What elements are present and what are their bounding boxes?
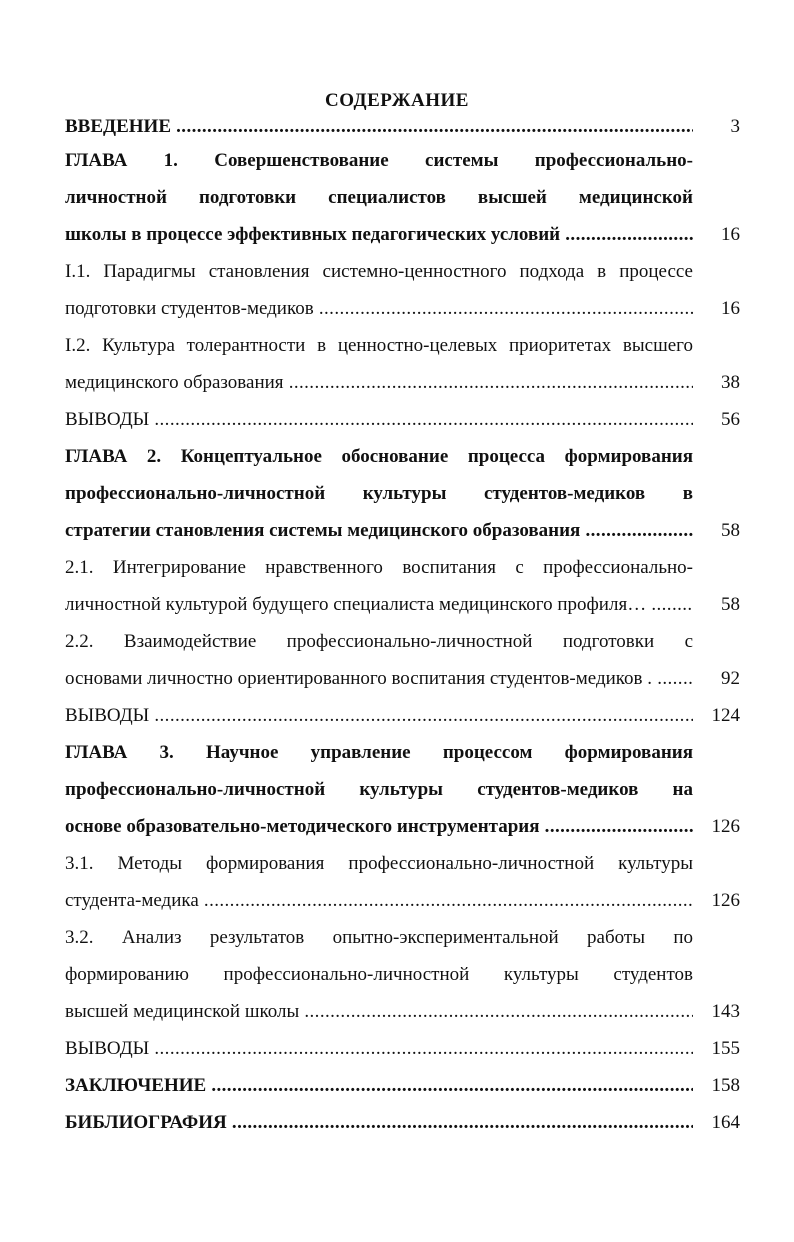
toc-entry-text: ГЛАВА 1. Совершенствование системы профессионально- bbox=[65, 150, 693, 171]
toc-entry bbox=[65, 438, 740, 549]
toc-entry-title-line bbox=[65, 734, 693, 771]
toc-page-number: 92 bbox=[721, 668, 740, 689]
toc-entry-text: ВЫВОДЫ ..... bbox=[65, 1038, 693, 1059]
toc-entry-title-line bbox=[65, 253, 693, 290]
toc-entry-title-line bbox=[65, 142, 693, 179]
toc-page-number: 158 bbox=[711, 1075, 740, 1096]
toc-entry-text: 3.1. Методы формирования профессионально-личностной культуры bbox=[65, 853, 693, 874]
toc-entry-text: личностной подготовки специалистов высшей медицинской bbox=[65, 187, 693, 208]
toc-entry bbox=[65, 549, 740, 623]
toc-entry bbox=[65, 1030, 740, 1067]
toc-page-number: 164 bbox=[711, 1112, 740, 1133]
toc-entry-text: ВВЕДЕНИЕ ..... bbox=[65, 116, 693, 137]
toc-entry-text: 3.2. Анализ результатов опытно-экспериментальной работы по bbox=[65, 927, 693, 948]
toc-entry-text: студента-медика ..... bbox=[65, 890, 693, 911]
toc-entry-title-last-line bbox=[65, 112, 693, 142]
toc-entry-title-line bbox=[65, 438, 693, 475]
toc-entry-title-line bbox=[65, 623, 693, 660]
toc-entry-text: личностной культурой будущего специалиста медицинского профиля… ..... bbox=[65, 594, 693, 615]
toc-entry-text: высшей медицинской школы ..... bbox=[65, 1001, 693, 1022]
toc-entry-title-last-line bbox=[65, 586, 693, 623]
toc-entry-title-last-line bbox=[65, 808, 693, 845]
toc-entry-text: формированию профессионально-личностной культуры студентов bbox=[65, 964, 693, 985]
toc-entry-text: подготовки студентов-медиков ..... bbox=[65, 298, 693, 319]
toc-entry-text: I.1. Парадигмы становления системно-ценностного подхода в процессе bbox=[65, 261, 693, 282]
toc-page-number: 126 bbox=[711, 890, 740, 911]
toc-entry-title-last-line bbox=[65, 993, 693, 1030]
toc-page-number: 56 bbox=[721, 409, 740, 430]
toc-entry-text: ВЫВОДЫ ..... bbox=[65, 705, 693, 726]
toc-entry-title-line bbox=[65, 845, 693, 882]
toc-entry bbox=[65, 112, 740, 142]
toc-entry-text: I.2. Культура толерантности в ценностно-целевых приоритетах высшего bbox=[65, 335, 693, 356]
toc-entry-title-line bbox=[65, 956, 693, 993]
toc-entry-title-last-line bbox=[65, 290, 693, 327]
toc-entry-text: 2.2. Взаимодействие профессионально-личностной подготовки с bbox=[65, 631, 693, 652]
toc-entry-text: основе образовательно-методического инструментария ..... bbox=[65, 816, 693, 837]
table-of-contents bbox=[65, 112, 740, 1141]
toc-entry bbox=[65, 253, 740, 327]
toc-entry-text: школы в процессе эффективных педагогических условий ..... bbox=[65, 224, 693, 245]
toc-entry-text: профессионально-личностной культуры студентов-медиков на bbox=[65, 779, 693, 800]
toc-page-number: 58 bbox=[721, 594, 740, 615]
toc-entry bbox=[65, 845, 740, 919]
toc-entry-text: ВЫВОДЫ ..... bbox=[65, 409, 693, 430]
toc-entry bbox=[65, 697, 740, 734]
toc-entry-title-line bbox=[65, 327, 693, 364]
toc-entry-title-last-line bbox=[65, 882, 693, 919]
toc-entry bbox=[65, 1067, 740, 1104]
toc-entry-title-line bbox=[65, 919, 693, 956]
page-title: СОДЕРЖАНИЕ bbox=[325, 90, 469, 111]
toc-entry-text: ГЛАВА 3. Научное управление процессом формирования bbox=[65, 742, 693, 763]
toc-entry-title-last-line bbox=[65, 660, 693, 697]
toc-entry-title-last-line bbox=[65, 1104, 693, 1141]
toc-entry bbox=[65, 401, 740, 438]
toc-entry-text: ЗАКЛЮЧЕНИЕ ..... bbox=[65, 1075, 693, 1096]
toc-page-number: 16 bbox=[721, 224, 740, 245]
toc-entry-text: БИБЛИОГРАФИЯ ..... bbox=[65, 1112, 693, 1133]
toc-entry-title-line bbox=[65, 475, 693, 512]
toc-entry-title-last-line bbox=[65, 697, 693, 734]
toc-entry-text: 2.1. Интегрирование нравственного воспитания с профессионально- bbox=[65, 557, 693, 578]
toc-entry bbox=[65, 142, 740, 253]
toc-entry-title-last-line bbox=[65, 364, 693, 401]
toc-entry-title-last-line bbox=[65, 512, 693, 549]
toc-entry-title-line bbox=[65, 771, 693, 808]
toc-entry bbox=[65, 1104, 740, 1141]
toc-entry bbox=[65, 919, 740, 1030]
toc-entry-title-line bbox=[65, 179, 693, 216]
toc-entry-text: стратегии становления системы медицинского образования ..... bbox=[65, 520, 693, 541]
toc-page-number: 124 bbox=[711, 705, 740, 726]
toc-entry-title-last-line bbox=[65, 401, 693, 438]
toc-page-number: 3 bbox=[730, 116, 740, 137]
toc-entry-text: профессионально-личностной культуры студентов-медиков в bbox=[65, 483, 693, 504]
toc-entry-text: медицинского образования ..... bbox=[65, 372, 693, 393]
toc-page-number: 58 bbox=[721, 520, 740, 541]
toc-page-number: 155 bbox=[711, 1038, 740, 1059]
toc-entry-title-last-line bbox=[65, 1030, 693, 1067]
toc-entry-title-last-line bbox=[65, 1067, 693, 1104]
toc-entry-title-last-line bbox=[65, 216, 693, 253]
toc-page-number: 126 bbox=[711, 816, 740, 837]
toc-entry-text: основами личностно ориентированного воспитания студентов-медиков . ..... bbox=[65, 668, 693, 689]
toc-page-number: 143 bbox=[711, 1001, 740, 1022]
toc-entry bbox=[65, 734, 740, 845]
toc-entry bbox=[65, 327, 740, 401]
toc-page-number: 38 bbox=[721, 372, 740, 393]
toc-entry-title-line bbox=[65, 549, 693, 586]
toc-entry bbox=[65, 623, 740, 697]
toc-entry-text: ГЛАВА 2. Концептуальное обоснование процесса формирования bbox=[65, 446, 693, 467]
toc-page-number: 16 bbox=[721, 298, 740, 319]
